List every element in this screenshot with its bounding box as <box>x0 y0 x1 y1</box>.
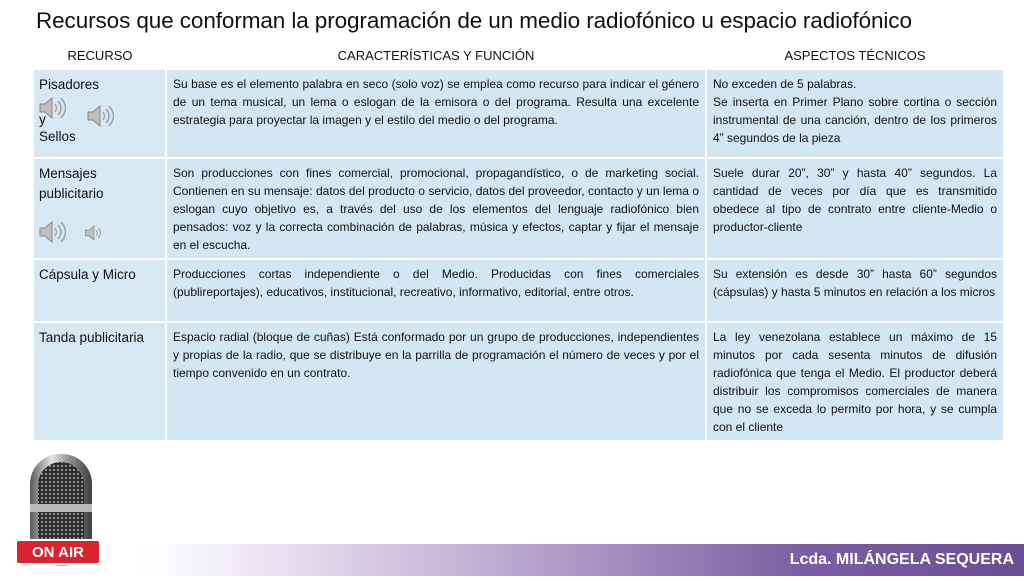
technical-cell: Suele durar 20”, 30” y hasta 40” segundos. La cantidad de veces por día que es transmitido obedece al tipo de contrato entre cliente-Medio o productor-cliente <box>706 158 1004 259</box>
header-recurso: RECURSO <box>34 42 166 69</box>
table-row <box>34 259 1004 322</box>
resources-table <box>34 42 1005 440</box>
speaker-icon[interactable] <box>86 104 114 128</box>
technical-line: No exceden de 5 palabras. <box>713 77 857 91</box>
microphone-icon <box>8 448 128 576</box>
header-aspectos-tecnicos: ASPECTOS TÉCNICOS <box>706 42 1004 69</box>
slide-title: Recursos que conforman la programación de un medio radiofónico u espacio radiofónico <box>36 8 912 33</box>
technical-line: Se inserta en Primer Plano sobre cortina o sección instrumental de una canción, dentro de los primeros 4” segundos de la pieza <box>713 95 997 145</box>
author-name: Lcda. MILÁNGELA SEQUERA <box>789 551 1014 568</box>
resource-label-line: y <box>39 112 46 127</box>
resource-cell: Mensajes publicitario <box>34 158 166 259</box>
footer-bar <box>140 544 1024 576</box>
feature-cell: Espacio radial (bloque de cuñas) Está conformado por un grupo de producciones, independientes y propias de la radio, que se distribuye en la parrilla de programación el número de veces y por el tiempo convenido en un contrato. <box>166 322 706 440</box>
on-air-label: ON AIR <box>32 544 84 561</box>
resource-label-line: Pisadores <box>39 77 100 92</box>
feature-cell: Su base es el elemento palabra en seco (solo voz) se emplea como recurso para indicar el género de un tema musical, un lema o eslogan de la emisora o del programa. Resulta una excelente estrategia para proyectar la imagen y el estilo del medio o del programa. <box>166 69 706 158</box>
resource-cell: Tanda publicitaria <box>34 322 166 440</box>
speaker-icon[interactable] <box>84 224 104 242</box>
speaker-icon[interactable] <box>38 96 66 120</box>
speaker-icon[interactable] <box>38 220 66 244</box>
technical-cell: La ley venezolana establece un máximo de 15 minutos por cada sesenta minutos de difusión radiofónica que tenga el Medio. El productor deberá distribuir los compromisos comerciales de manera que no se exceda lo permito por hora, y se cumpla con el cliente <box>706 322 1004 440</box>
feature-cell: Producciones cortas independiente o del Medio. Producidas con fines comerciales (publireportajes), educativos, institucional, recreativo, informativo, editorial, entre otros. <box>166 259 706 322</box>
table-row <box>34 322 1004 440</box>
table-header-row <box>34 42 1004 69</box>
technical-cell: Su extensión es desde 30” hasta 60” segundos (cápsulas) y hasta 5 minutos en relación a los micros <box>706 259 1004 322</box>
header-caracteristicas: CARACTERÍSTICAS Y FUNCIÓN <box>166 42 706 69</box>
table-row <box>34 69 1004 158</box>
feature-cell: Son producciones con fines comercial, promocional, propagandístico, o de marketing social. Contienen en su mensaje: datos del producto o servicio, datos del proveedor, contacto y un lema o eslogan cuyo objetivo es, a través del uso de los elementos del lenguaje radiofónico bien pensados: voz y la correcta combinación de palabras, música y efectos, captar y fijar el mensaje en el escucha. <box>166 158 706 259</box>
technical-cell <box>706 69 1004 158</box>
resource-label-line: Sellos <box>39 129 76 144</box>
resource-cell: Cápsula y Micro <box>34 259 166 322</box>
table-row <box>34 158 1004 259</box>
